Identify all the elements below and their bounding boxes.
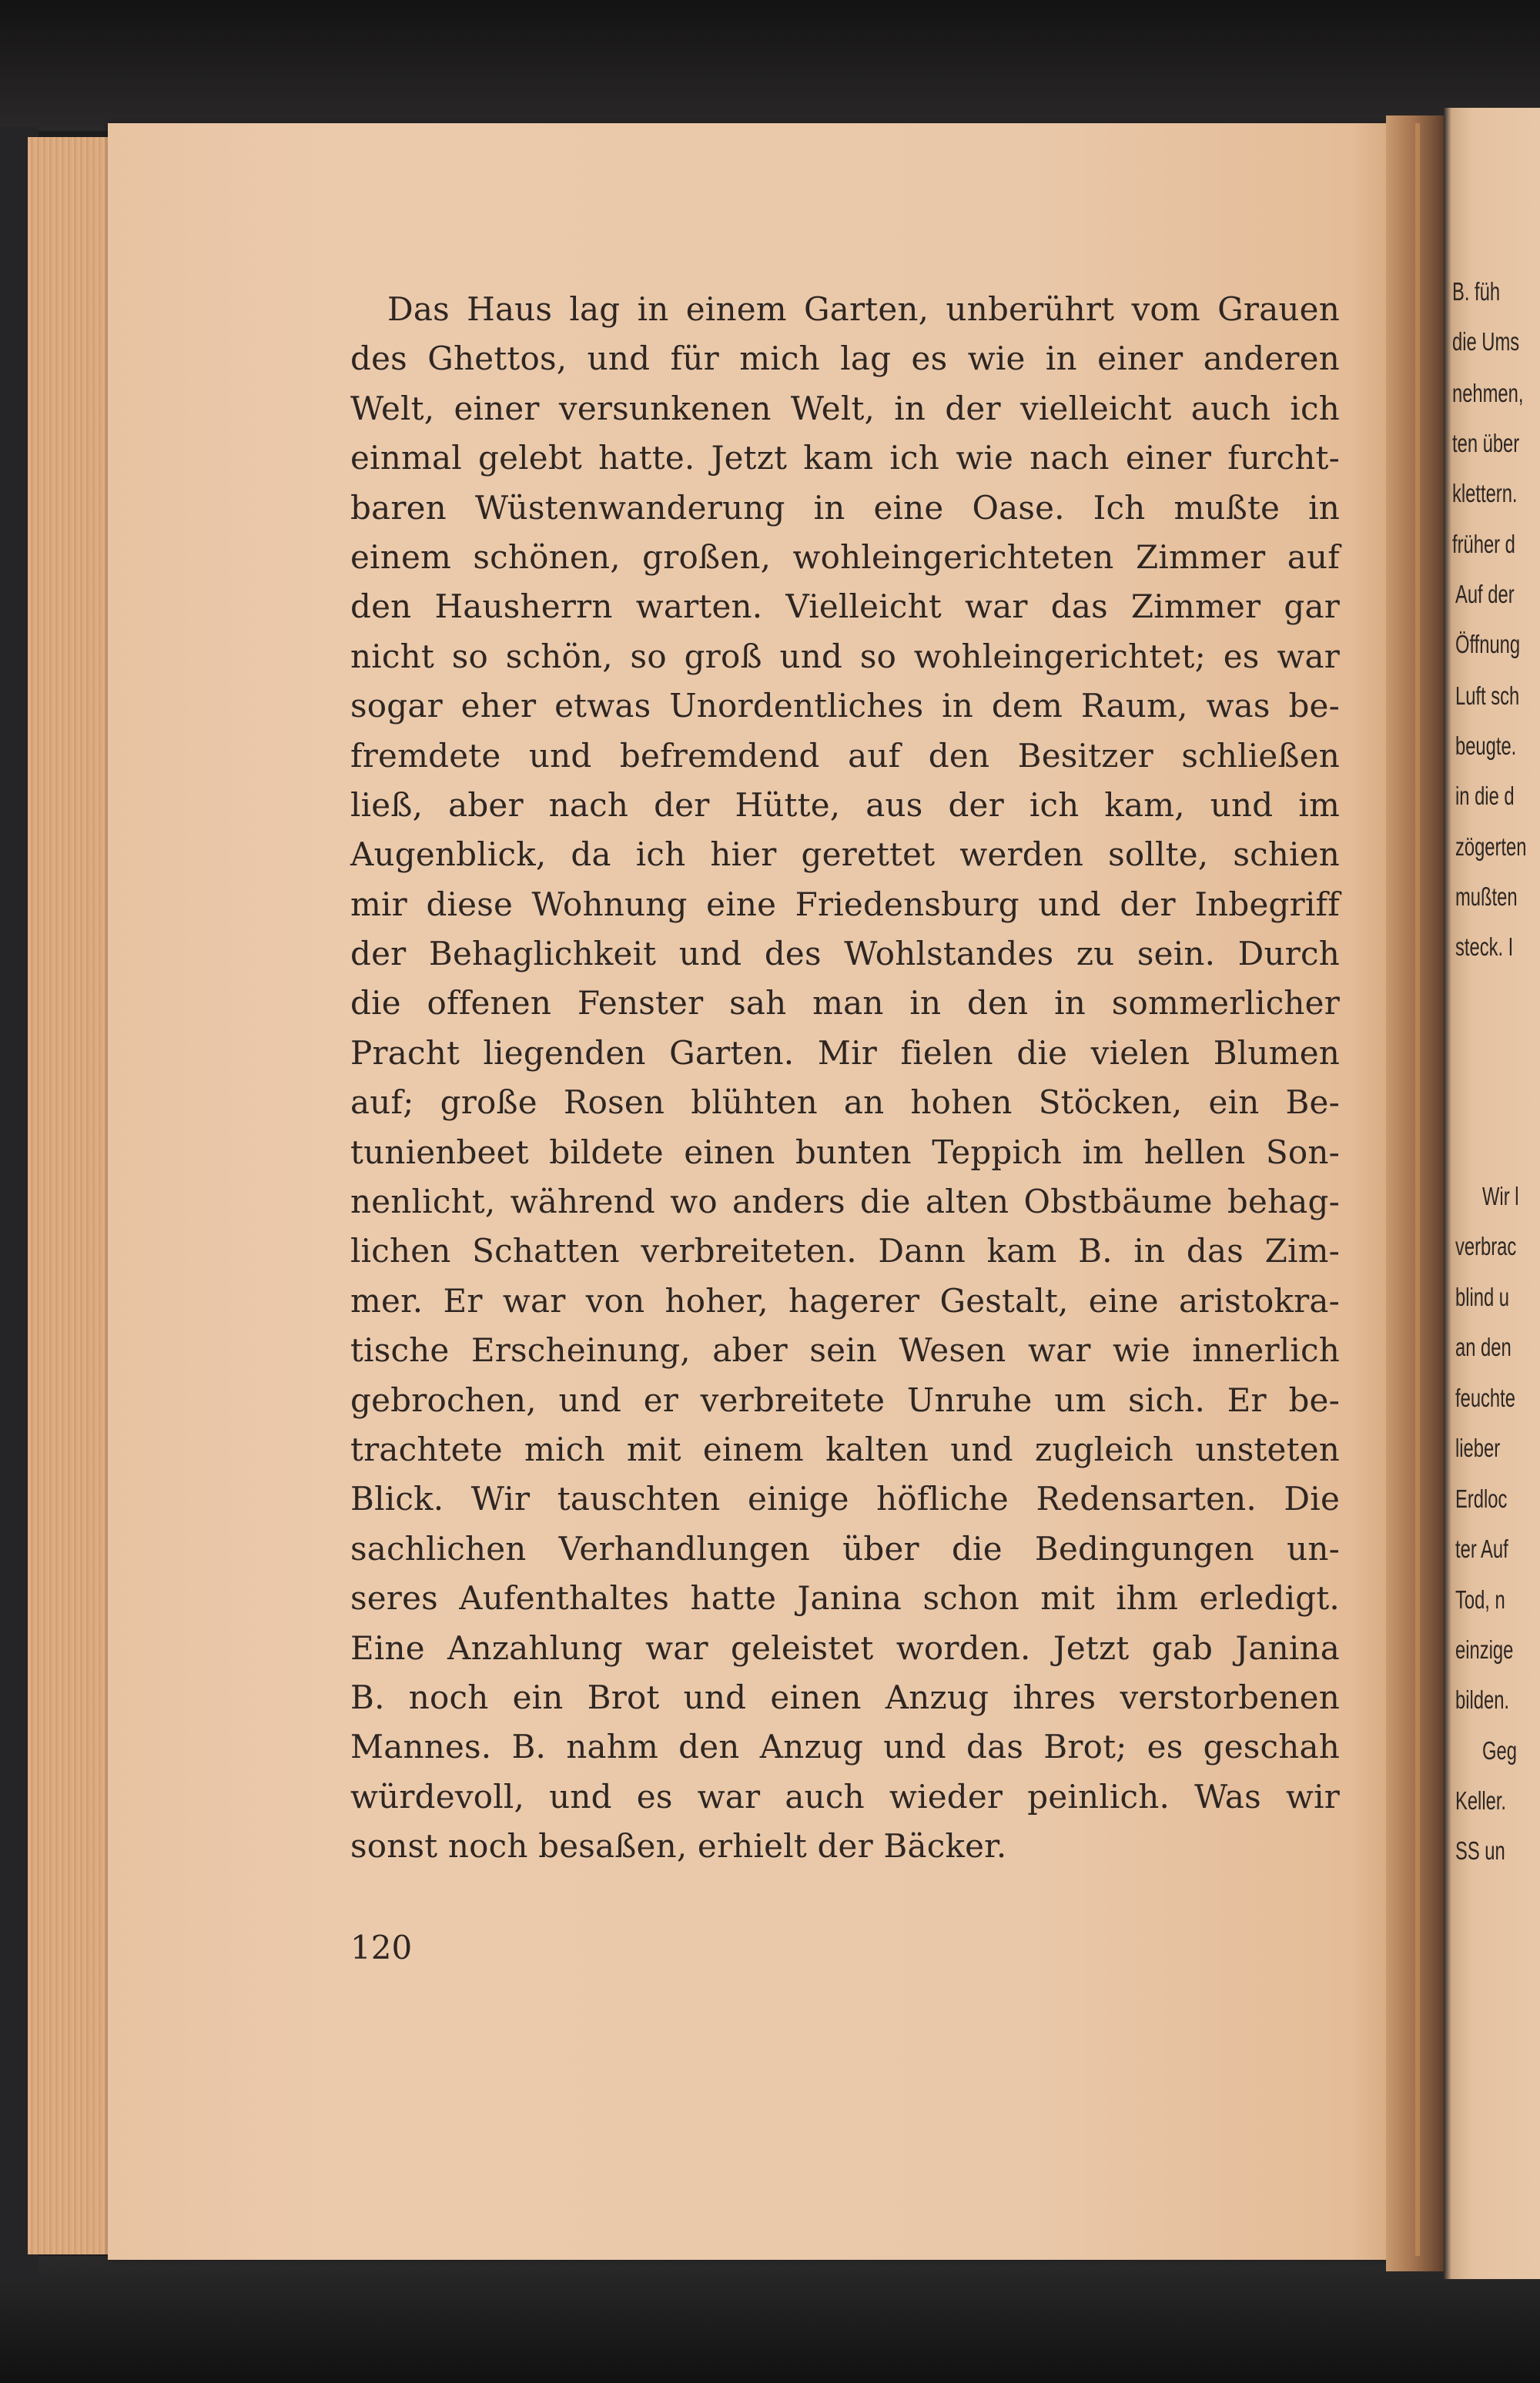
text-line: sonst noch besaßen, erhielt der Bäcker. <box>350 1827 1007 1866</box>
text-line: Welt, einer versunkenen Welt, in der vielleicht auch ich <box>350 389 1340 427</box>
text-line: Augenblick, da ich hier gerettet werden sollte, schien <box>350 835 1340 874</box>
text-line: Blick. Wir tauschten einige höfliche Redensarten. Die <box>350 1480 1340 1518</box>
facing-page-fragment: in die d <box>1455 782 1515 810</box>
text-line: einem schönen, großen, wohleingerichteten Zimmer auf <box>350 537 1340 576</box>
facing-page-fragment: früher d <box>1452 530 1515 558</box>
facing-page-fragment: nehmen, <box>1452 379 1524 407</box>
text-line: lichen Schatten verbreiteten. Dann kam B. in das Zim- <box>350 1232 1340 1270</box>
text-line: nicht so schön, so groß und so wohleingerichtet; es war <box>350 637 1340 675</box>
facing-page-fragment: steck. I <box>1455 932 1514 961</box>
text-line: die offenen Fenster sah man in den in sommerlicher <box>350 984 1340 1022</box>
facing-page-fragment: Tod, n <box>1455 1585 1505 1614</box>
text-line: sachlichen Verhandlungen über die Bedingungen un- <box>350 1529 1340 1568</box>
text-line: ließ, aber nach der Hütte, aus der ich kam, und im <box>350 785 1340 824</box>
text-line: sogar eher etwas Unordentliches in dem Raum, was be- <box>350 687 1340 725</box>
text-line: seres Aufenthaltes hatte Janina schon mit ihm erledigt. <box>350 1579 1340 1618</box>
text-line: Pracht liegenden Garten. Mir fielen die vielen Blumen <box>350 1033 1340 1072</box>
text-line: trachtete mich mit einem kalten und zugleich unsteten <box>350 1430 1340 1468</box>
backdrop-top <box>0 0 1540 131</box>
text-line: Das Haus lag in einem Garten, unberührt vom Grauen <box>387 290 1340 328</box>
text-line: der Behaglichkeit und des Wohlstandes zu sein. Durch <box>350 935 1340 973</box>
facing-page-fragment: B. füh <box>1452 277 1501 306</box>
body-paragraph <box>350 285 1340 1872</box>
text-line: fremdete und befremdend auf den Besitzer schließen <box>350 736 1340 775</box>
text-line: den Hausherrn warten. Vielleicht war das Zimmer gar <box>350 587 1340 626</box>
facing-page-fragment: Luft sch <box>1455 681 1520 710</box>
facing-page-fragment: Keller. <box>1455 1786 1507 1815</box>
text-line: Eine Anzahlung war geleistet worden. Jetzt gab Janina <box>350 1628 1340 1667</box>
facing-page-fragment: Wir l <box>1482 1182 1519 1210</box>
facing-page-fragment: ten über <box>1452 429 1520 457</box>
text-line: einmal gelebt hatte. Jetzt kam ich wie nach einer furcht- <box>350 439 1340 477</box>
facing-page-fragment: zögerten <box>1455 832 1527 861</box>
text-line: Mannes. B. nahm den Anzug und das Brot; es geschah <box>350 1728 1340 1766</box>
text-line: tische Erscheinung, aber sein Wesen war wie innerlich <box>350 1331 1340 1370</box>
facing-page-fragment: blind u <box>1455 1283 1510 1311</box>
facing-page-fragment: lieber <box>1455 1434 1501 1462</box>
facing-page-fragment: ter Auf <box>1455 1535 1508 1563</box>
facing-page-fragment: Öffnung <box>1455 630 1521 658</box>
text-line: auf; große Rosen blühten an hohen Stöcken, ein Be- <box>350 1083 1340 1122</box>
facing-page-fragment: Auf der <box>1455 580 1515 608</box>
text-line: gebrochen, und er verbreitete Unruhe um sich. Er be- <box>350 1381 1340 1419</box>
text-line: würdevoll, und es war auch wieder peinlich. Was wir <box>350 1777 1340 1816</box>
facing-page-fragment: SS un <box>1455 1836 1505 1865</box>
text-line: des Ghettos, und für mich lag es wie in einer anderen <box>350 340 1340 378</box>
facing-page-text <box>1451 0 1540 2383</box>
facing-page-fragment: bilden. <box>1455 1685 1510 1714</box>
text-line: baren Wüstenwanderung in eine Oase. Ich mußte in <box>350 488 1340 527</box>
facing-page-fragment: an den <box>1455 1333 1512 1361</box>
text-line: tunienbeet bildete einen bunten Teppich im hellen Son- <box>350 1133 1340 1171</box>
facing-page-fragment: klettern. <box>1452 479 1518 507</box>
text-line: mir diese Wohnung eine Friedensburg und der Inbegriff <box>350 885 1340 923</box>
facing-page-fragment: mußten <box>1455 882 1518 911</box>
text-line: mer. Er war von hoher, hagerer Gestalt, eine aristokra- <box>350 1281 1340 1320</box>
text-line: nenlicht, während wo anders die alten Obstbäume behag- <box>350 1183 1340 1221</box>
facing-page-fragment: feuchte <box>1455 1384 1515 1412</box>
facing-page-fragment: Geg <box>1482 1736 1517 1765</box>
facing-page-fragment: verbrac <box>1455 1232 1517 1260</box>
spine-line <box>1415 123 1420 2256</box>
backdrop-bottom <box>0 2256 1540 2383</box>
facing-page-fragment: einzige <box>1455 1635 1514 1664</box>
facing-page-fragment: Erdloc <box>1455 1484 1508 1513</box>
facing-page-fragment: die Ums <box>1452 327 1520 356</box>
page-number: 120 <box>350 1929 413 1966</box>
text-line: B. noch ein Brot und einen Anzug ihres verstorbenen <box>350 1678 1340 1716</box>
facing-page-fragment: beugte. <box>1455 731 1517 760</box>
